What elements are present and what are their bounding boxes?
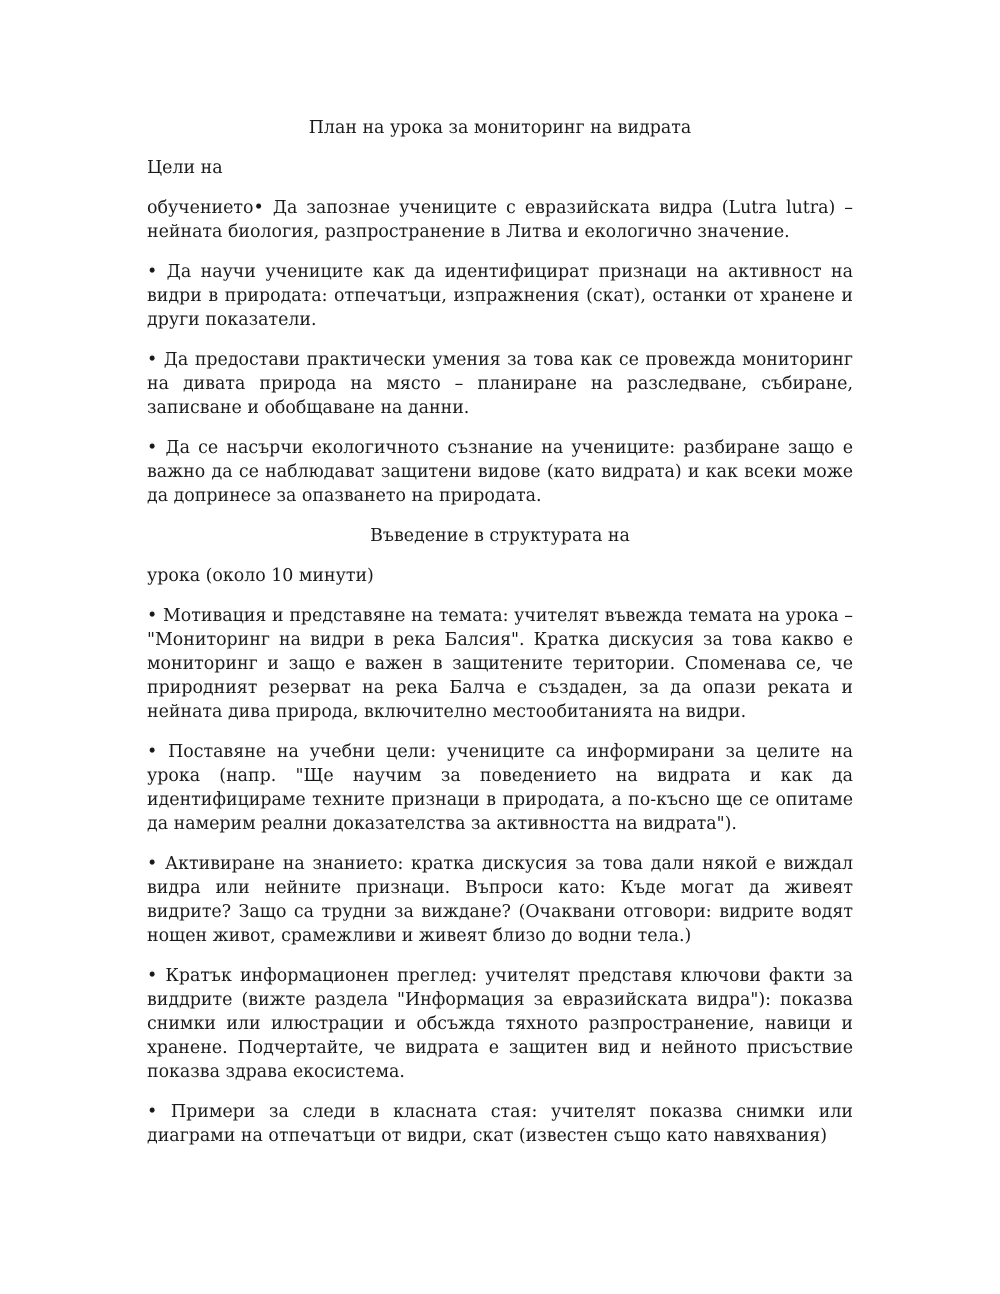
goal-paragraph: • Да научи учениците как да идентифицират признаци на активност на видри в природата: отпечатъци, изпражнения (скат), останки от хранене и други показатели. <box>147 262 853 330</box>
structure-paragraph: • Мотивация и представяне на темата: учителят въвежда темата на урока – "Мониторинг на видри в река Балсия". Кратка дискусия за това какво е мониторинг и защо е важен в защитените територии. Споменава се, че природният резерват на река Балча е създаден, за да опази реката и нейната дива природа, включително местообитанията на видри. <box>147 606 853 722</box>
section-heading-learning-goals: Цели на <box>147 158 223 178</box>
goal-paragraph: • Да се насърчи екологичното съзнание на учениците: разбиране защо е важно да се наблюдават защитени видове (като видрата) и как всеки може да допринесе за опазването на природата. <box>147 438 853 506</box>
goal-paragraph: • Да предостави практически умения за това как се провежда мониторинг на дивата природа на място – планиране на разследване, събиране, записване и обобщаване на данни. <box>147 350 853 418</box>
structure-paragraph: • Поставяне на учебни цели: учениците са информирани за целите на урока (напр. "Ще научим за поведението на видрата и как да идентифицираме техните признаци в природата, а по-късно ще се опитаме да намерим реални доказателства за активността на видрата"). <box>147 742 853 834</box>
section-subheading-duration: урока (около 10 минути) <box>147 566 374 586</box>
document-title: План на урока за мониторинг на видрата <box>308 118 692 138</box>
goal-paragraph: обучението• Да запознае учениците с евразийската видра (Lutra lutra) – нейната биология, разпространение в Литва и екологично значение. <box>147 198 853 242</box>
structure-paragraph: • Примери за следи в класната стая: учителят показва снимки или диаграми на отпечатъци от видри, скат (известен също като навяхвания) <box>147 1102 853 1146</box>
document-page <box>147 116 853 1164</box>
structure-paragraph: • Активиране на знанието: кратка дискусия за това дали някой е виждал видра или нейните признаци. Въпроси като: Къде могат да живеят видрите? Защо са трудни за виждане? (Очаквани отговори: видрите водят нощен живот, срамежливи и живеят близо до водни тела.) <box>147 854 853 946</box>
section-heading-lesson-structure: Въведение в структурата на <box>370 526 630 546</box>
structure-paragraph: • Кратък информационен преглед: учителят представя ключови факти за виддрите (вижте раздела "Информация за евразийската видра"): показва снимки или илюстрации и обсъжда тяхното разпространение, навици и хранене. Подчертайте, че видрата е защитен вид и нейното присъствие показва здрава екосистема. <box>147 966 853 1082</box>
